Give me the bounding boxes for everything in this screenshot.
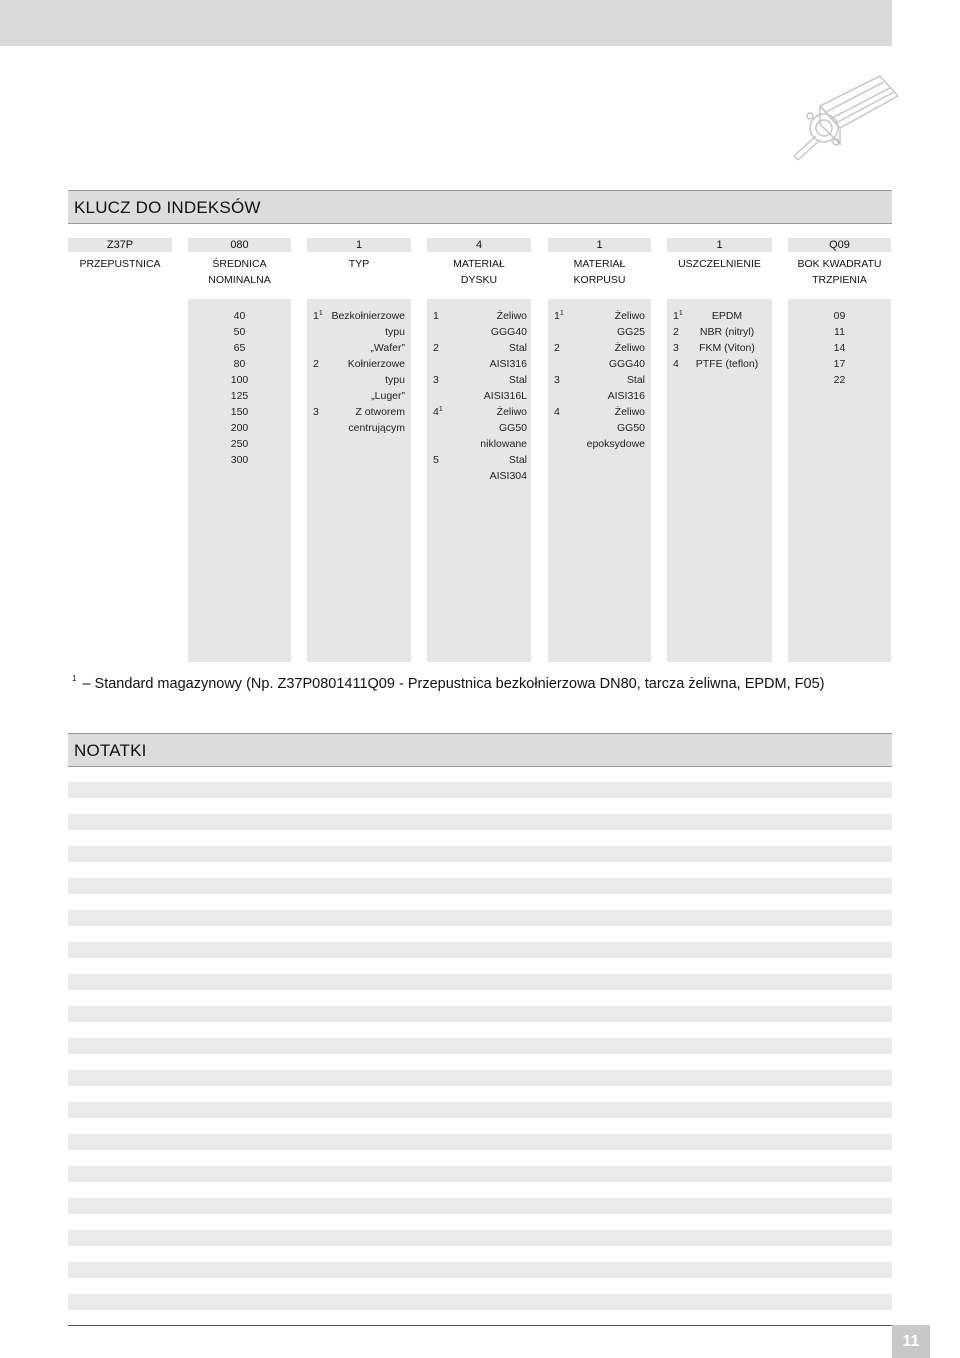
disc_materials-text: Żeliwo bbox=[496, 406, 527, 418]
types-text: typu bbox=[385, 326, 405, 338]
types-text: centrującym bbox=[348, 422, 405, 434]
seals-text: NBR (nitryl) bbox=[699, 326, 755, 338]
notes-line[interactable] bbox=[68, 1198, 892, 1214]
label-stem: BOK KWADRATU TRZPIENIA bbox=[797, 258, 882, 286]
column-stem bbox=[788, 238, 891, 662]
disc_materials-text: Żeliwo bbox=[496, 310, 527, 322]
disc_materials-text: niklowane bbox=[480, 438, 527, 450]
body_materials-code-text: 2 bbox=[554, 342, 560, 354]
footnote-marker: 1 bbox=[72, 674, 77, 683]
disc_materials-code bbox=[433, 308, 439, 324]
stem_sizes-value: 11 bbox=[834, 326, 845, 338]
types-text: Kołnierzowe bbox=[347, 358, 405, 370]
disc_materials-text: Stal bbox=[508, 342, 527, 354]
types-text: „Luger” bbox=[371, 390, 405, 402]
code-product: Z37P bbox=[106, 239, 134, 251]
notes-header bbox=[68, 733, 892, 767]
body_materials-text: epoksydowe bbox=[586, 438, 645, 450]
seals-code bbox=[673, 356, 679, 372]
label-disc: MATERIAŁ DYSKU bbox=[453, 258, 505, 286]
seals-text: EPDM bbox=[711, 310, 743, 322]
seals-code bbox=[673, 340, 679, 356]
body_materials-text: Żeliwo bbox=[614, 310, 645, 322]
column-seal bbox=[667, 238, 772, 662]
seals-code-text: 1 bbox=[673, 310, 679, 322]
diameters-value: 80 bbox=[233, 358, 246, 370]
notes-lines bbox=[68, 782, 892, 1326]
diameters-value: 200 bbox=[230, 422, 249, 434]
disc_materials-text: Stal bbox=[508, 454, 527, 466]
label-body: MATERIAŁ KORPUSU bbox=[573, 258, 626, 286]
body_materials-code bbox=[554, 340, 560, 356]
disc_materials-code bbox=[433, 404, 443, 420]
types-code bbox=[313, 404, 319, 420]
stem_sizes-value: 09 bbox=[833, 310, 846, 322]
disc_materials-text: Stal bbox=[508, 374, 527, 386]
seals-text: FKM (Viton) bbox=[699, 342, 755, 354]
disc_materials-code bbox=[433, 452, 439, 468]
notes-line[interactable] bbox=[68, 910, 892, 926]
body_materials-code-text: 4 bbox=[554, 406, 560, 418]
disc_materials-code-text: 5 bbox=[433, 454, 439, 466]
body_materials-text: AISI316 bbox=[607, 390, 645, 402]
label-diameter: ŚREDNICA NOMINALNA bbox=[208, 258, 271, 286]
disc_materials-text: GGG40 bbox=[490, 326, 527, 338]
types-code-text: 2 bbox=[313, 358, 319, 370]
disc_materials-standard-marker: 1 bbox=[438, 406, 443, 413]
page-number: 11 bbox=[892, 1325, 930, 1358]
footnote bbox=[72, 676, 824, 692]
stem_sizes-value: 17 bbox=[833, 358, 846, 370]
notes-line[interactable] bbox=[68, 1294, 892, 1310]
diameters-value: 250 bbox=[230, 438, 249, 450]
types-text: typu bbox=[385, 374, 405, 386]
code-diameter: 080 bbox=[230, 239, 249, 251]
index-key-title: KLUCZ DO INDEKSÓW bbox=[74, 198, 261, 217]
disc_materials-code-text: 2 bbox=[433, 342, 439, 354]
seals-code bbox=[673, 308, 683, 324]
types-code bbox=[313, 308, 323, 324]
body_materials-text: Żeliwo bbox=[614, 342, 645, 354]
notes-line[interactable] bbox=[68, 1230, 892, 1246]
body_materials-text: GG25 bbox=[616, 326, 645, 338]
seals-code-text: 3 bbox=[673, 342, 679, 354]
body_materials-code bbox=[554, 404, 560, 420]
notes-line[interactable] bbox=[68, 1262, 892, 1278]
label-type: TYP bbox=[348, 258, 370, 270]
body_materials-code-text: 1 bbox=[554, 310, 560, 322]
disc_materials-text: GG50 bbox=[498, 422, 527, 434]
code-type: 1 bbox=[355, 239, 363, 251]
types-standard-marker: 1 bbox=[318, 310, 323, 317]
index-key-header bbox=[68, 190, 892, 224]
notes-line[interactable] bbox=[68, 1006, 892, 1022]
disc_materials-code bbox=[433, 372, 439, 388]
disc_materials-text: AISI316 bbox=[489, 358, 527, 370]
body_materials-code-text: 3 bbox=[554, 374, 560, 386]
disc_materials-code bbox=[433, 340, 439, 356]
notes-line[interactable] bbox=[68, 942, 892, 958]
types-text: Z otworem bbox=[355, 406, 405, 418]
valve-actuator-icon bbox=[780, 66, 900, 176]
body_materials-text: GGG40 bbox=[608, 358, 645, 370]
disc_materials-text: AISI304 bbox=[489, 470, 527, 482]
notes-line[interactable] bbox=[68, 1134, 892, 1150]
disc_materials-code-text: 1 bbox=[433, 310, 439, 322]
column-body-material bbox=[548, 238, 651, 662]
types-code bbox=[313, 356, 319, 372]
seals-code bbox=[673, 324, 679, 340]
notes-line[interactable] bbox=[68, 814, 892, 830]
notes-title: NOTATKI bbox=[74, 741, 147, 760]
body_materials-code bbox=[554, 308, 564, 324]
diameters-value: 50 bbox=[233, 326, 246, 338]
label-seal: USZCZELNIENIE bbox=[678, 258, 761, 270]
column-product bbox=[68, 238, 172, 662]
notes-line[interactable] bbox=[68, 1166, 892, 1182]
disc_materials-code-text: 4 bbox=[433, 406, 439, 418]
diameters-value: 40 bbox=[233, 310, 246, 322]
label-product: PRZEPUSTNICA bbox=[79, 258, 161, 270]
stem_sizes-value: 22 bbox=[833, 374, 846, 386]
column-disc-material bbox=[427, 238, 531, 662]
disc_materials-code-text: 3 bbox=[433, 374, 439, 386]
top-band bbox=[0, 0, 892, 46]
notes-line[interactable] bbox=[68, 782, 892, 798]
disc_materials-text: AISI316L bbox=[483, 390, 527, 402]
diameters-value: 150 bbox=[230, 406, 249, 418]
seals-standard-marker: 1 bbox=[678, 310, 683, 317]
diameters-value: 65 bbox=[233, 342, 246, 354]
body_materials-standard-marker: 1 bbox=[559, 310, 564, 317]
code-stem: Q09 bbox=[829, 239, 850, 251]
body_materials-code bbox=[554, 372, 560, 388]
diameters-value: 100 bbox=[230, 374, 249, 386]
notes-line[interactable] bbox=[68, 974, 892, 990]
stem_sizes-value: 14 bbox=[833, 342, 846, 354]
seals-text: PTFE (teflon) bbox=[695, 358, 759, 370]
notes-line[interactable] bbox=[68, 878, 892, 894]
footnote-text: – Standard magazynowy (Np. Z37P0801411Q09 - Przepustnica bezkołnierzowa DN80, tarcza żeliwna, EPDM, F05) bbox=[82, 676, 825, 692]
body_materials-text: Stal bbox=[626, 374, 645, 386]
column-diameter bbox=[188, 238, 291, 662]
code-body: 1 bbox=[596, 239, 603, 251]
notes-bottom-rule bbox=[68, 1325, 892, 1326]
column-type bbox=[307, 238, 411, 662]
diameters-value: 125 bbox=[230, 390, 249, 402]
notes-line[interactable] bbox=[68, 846, 892, 862]
notes-line[interactable] bbox=[68, 1102, 892, 1118]
code-seal: 1 bbox=[716, 239, 723, 251]
types-code-text: 3 bbox=[313, 406, 319, 418]
body_materials-text: Żeliwo bbox=[614, 406, 645, 418]
seals-code-text: 4 bbox=[673, 358, 679, 370]
notes-line[interactable] bbox=[68, 1038, 892, 1054]
code-disc: 4 bbox=[475, 239, 483, 251]
notes-line[interactable] bbox=[68, 1070, 892, 1086]
types-text: „Wafer” bbox=[370, 342, 405, 354]
diameters-value: 300 bbox=[230, 454, 249, 466]
types-text: Bezkołnierzowe bbox=[331, 310, 405, 322]
body_materials-text: GG50 bbox=[616, 422, 645, 434]
seals-code-text: 2 bbox=[673, 326, 679, 338]
types-code-text: 1 bbox=[313, 310, 319, 322]
